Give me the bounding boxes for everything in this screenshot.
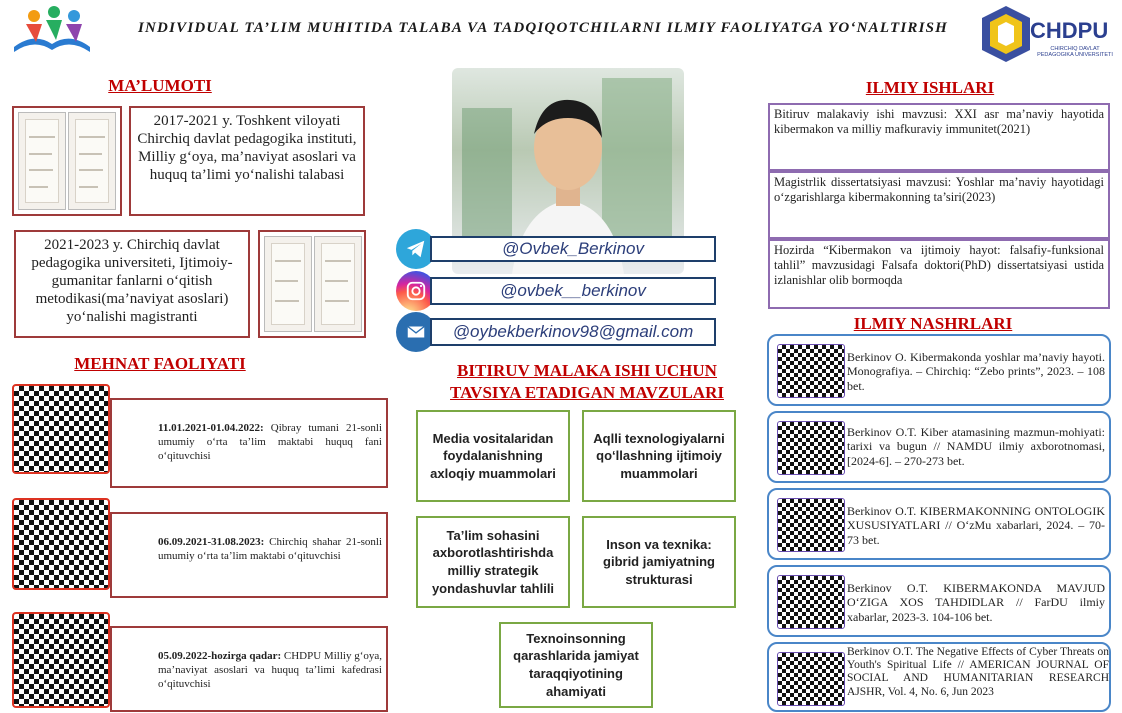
publication-qr-code-2[interactable]: [777, 421, 845, 475]
job-date-2: 06.09.2021-31.08.2023:: [158, 536, 265, 548]
topic-4: Inson va texnika: gibrid jamiyatning strukturasi: [582, 516, 736, 608]
job-qr-code-1[interactable]: [12, 384, 110, 474]
research-work-1: Bitiruv malakaviy ishi mavzusi: XXI asr ma’naviy hayotida kibermakon va milliy mafkuraviy immunitet(2021): [768, 103, 1110, 171]
research-work-2: Magistrlik dissertatsiyasi mavzusi: Yoshlar ma’naviy hayotidagi o‘zgarishlarga kibermakonning ta’siri(2023): [768, 171, 1110, 239]
diploma-image-1: [12, 106, 122, 216]
topics-heading-line1: BITIRUV MALAKA ISHI UCHUN: [457, 361, 717, 380]
job-date-1: 11.01.2021-01.04.2022:: [158, 422, 264, 434]
job-desc-3: CHDPU Milliy g‘oya, ma’naviyat asoslari va huquq ta’limi kafedrasi o‘qituvchisi: [158, 650, 382, 690]
malumoti-heading: MA’LUMOTI: [108, 76, 212, 95]
job-desc-2: Chirchiq shahar 21-sonli umumiy o‘rta ta’lim maktabi o‘qituvchisi: [158, 536, 382, 562]
chdpu-logo-text: CHDPU: [1030, 18, 1109, 43]
publication-3: [767, 488, 1111, 560]
publication-4: [767, 565, 1111, 637]
topics-heading-line2: TAVSIYA ETADIGAN MAVZULARI: [450, 383, 724, 403]
education-1: 2017-2021 y. Toshkent viloyati Chirchiq davlat pedagogika instituti, Milliy g‘oya, ma’naviyat asoslari va huquq ta’limi yo‘nalishi talabasi: [129, 106, 365, 216]
publication-qr-code-5[interactable]: [777, 652, 845, 706]
topic-5: Texnoinsonning qarashlarida jamiyat taraqqiyotining ahamiyati: [499, 622, 653, 708]
diploma-image-2: [258, 230, 366, 338]
research-work-3: Hozirda “Kibermakon va ijtimoiy hayot: falsafiy-funksional tahlil” mavzusidagi Falsafa doktori(PhD) dissertatsiyasi ustida izlanishlar olib bormoqda: [768, 239, 1110, 309]
chdpu-logo-sub: CHIRCHIQ DAVLAT PEDAGOGIKA UNIVERSITETI: [1037, 46, 1113, 59]
job-item-2: [110, 512, 388, 598]
ilmiy-ishlari-heading: ILMIY ISHLARI: [865, 78, 995, 97]
publication-text-3: Berkinov O.T. KIBERMAKONNING ONTOLOGIK XUSUSIYATLARI // O‘zMu xabarlari, 2024. – 70-73 bet.: [847, 504, 1105, 547]
publication-2: [767, 411, 1111, 483]
topics-heading: [420, 360, 754, 404]
publication-qr-code-1[interactable]: [777, 344, 845, 398]
topic-2: Aqlli texnologiyalarni qo‘llashning ijtimoiy muammolari: [582, 410, 736, 502]
job-item-3: [110, 626, 388, 712]
publication-qr-code-4[interactable]: [777, 575, 845, 629]
topic-1: Media vositalaridan foydalanishning axloqiy muammolari: [416, 410, 570, 502]
topic-3: Ta’lim sohasini axborotlashtirishda milliy strategik yondashuvlar tahlili: [416, 516, 570, 608]
publication-text-5: Berkinov O.T. The Negative Effects of Cyber Threats on Youth's Spiritual Life // AMERICAN JOURNAL OF SOCIAL AND HUMANITARIAN RESEARCH AJSHR, Vol. 4, No. 6, Jun 2023: [847, 646, 1109, 698]
mehnat-heading: MEHNAT FAOLIYATI: [74, 354, 246, 373]
instagram-handle[interactable]: @ovbek__berkinov: [430, 277, 716, 305]
publication-text-2: Berkinov O.T. Kiber atamasining mazmun-mohiyati: tarixi va bugun // NAMDU ilmiy axborotnomasi, [2024-6]. – 270-273 bet.: [847, 425, 1105, 468]
publication-qr-code-3[interactable]: [777, 498, 845, 552]
telegram-handle[interactable]: @Ovbek_Berkinov: [430, 236, 716, 262]
publication-text-4: Berkinov O.T. KIBERMAKONDA MAVJUD O‘ZIGA XOS TAHDIDLAR // FarDU ilmiy xabarlar, 2023-3. 104-106 bet.: [847, 581, 1105, 624]
publication-text-1: Berkinov O. Kibermakonda yoshlar ma’naviy hayoti. Monografiya. – Chirchiq: “Zebo prints”, 2023. – 108 bet.: [847, 350, 1105, 393]
email-address[interactable]: @oybekberkinov98@gmail.com: [430, 318, 716, 346]
publication-5: [767, 642, 1111, 712]
job-item-1: [110, 398, 388, 488]
publication-1: [767, 334, 1111, 406]
nashrlar-heading: ILMIY NASHRLARI: [853, 314, 1013, 333]
job-date-3: 05.09.2022-hozirga qadar:: [158, 650, 282, 662]
job-qr-code-3[interactable]: [12, 612, 110, 708]
left-logo: [4, 2, 100, 62]
job-qr-code-2[interactable]: [12, 498, 110, 590]
education-2: 2021-2023 y. Chirchiq davlat pedagogika universiteti, Ijtimoiy-gumanitar fanlarni o‘qitish metodikasi(ma’naviyat asoslari) yo‘nalishi magistranti: [14, 230, 250, 338]
job-desc-1: Qibray tumani 21-sonli umumiy o‘rta ta’lim maktabi huquq fani o‘qituvchisi: [158, 422, 382, 462]
page-title: INDIVIDUAL TA’LIM MUHITIDA TALABA VA TADQIQOTCHILARNI ILMIY FAOLIYATGA YO‘NALTIRISH: [137, 20, 949, 36]
chdpu-logo: [980, 4, 1120, 66]
